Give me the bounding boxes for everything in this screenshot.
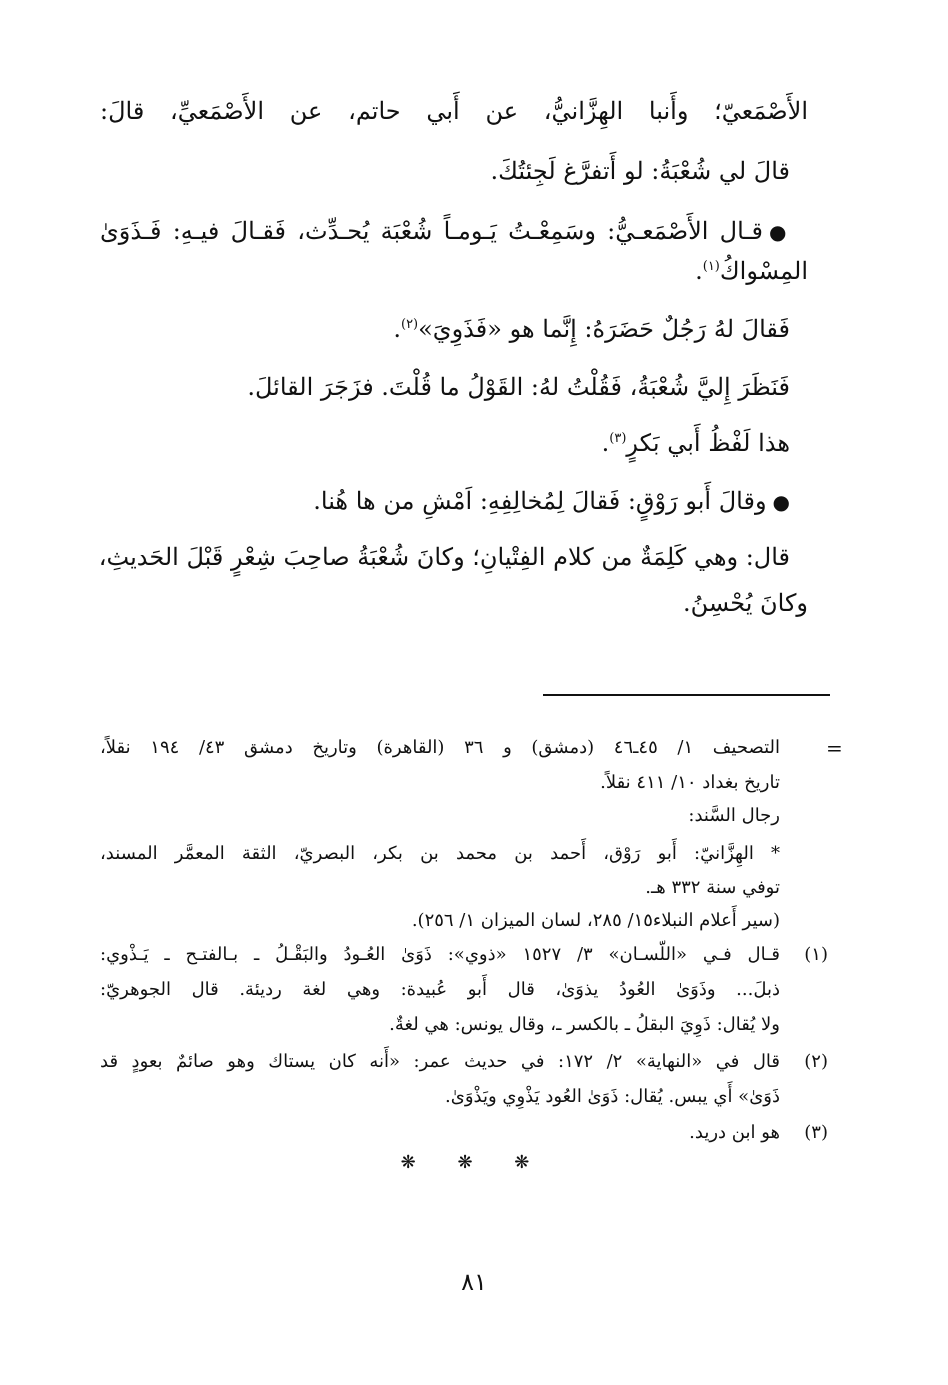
main-line-5-end: . xyxy=(393,315,401,343)
footnote-2-line-2: ذَوَىٰ» أَي يبس. يُقال: ذَوَىٰ العُود يَذْوِي ويَذْوَىٰ. xyxy=(445,1086,780,1107)
footnote-number-1: (١) xyxy=(804,944,828,965)
main-line-4-text: المِسْواكُ xyxy=(719,257,808,285)
footnote-2-line-1: قال في «النهاية» ٢/ ١٧٢: في حديث عمر: «أَنه كان يستاك وهو صائمٌ بعودٍ قد xyxy=(100,1051,780,1072)
footnote-ref-2: (٢) xyxy=(400,317,419,332)
main-line-5-text: فَقالَ لهُ رَجُلٌ حَضَرَهُ: إِنَّما هو «فَذَوِيَ» xyxy=(418,315,790,343)
section-end-ornament: ❋ ❋ ❋ xyxy=(400,1152,548,1173)
page-number: ٨١ xyxy=(461,1268,487,1296)
bullet-icon: ● xyxy=(768,220,791,244)
footnote-1-line-3: ولا يُقال: ذَوِيَ البقلُ ـ بالكسر ـ، وقال يونس: هي لغةٌ. xyxy=(389,1014,780,1035)
main-line-4-end: . xyxy=(695,257,703,285)
footnote-cont-line-6: (سير أَعلام النبلاء١٥/ ٢٨٥، لسان الميزان ١/ ٢٥٦). xyxy=(411,910,780,931)
footnote-1-line-1: قـال فـي «اللّسـان» ٣/ ١٥٢٧ «ذوي»: ذَوَىٰ العُـودُ والبَقْـلُ ـ بـالفتـح ـ يَـذْوي: xyxy=(100,944,780,965)
main-line-7-end: . xyxy=(601,429,610,457)
footnote-3-line-1: هو ابن دريد. xyxy=(689,1122,780,1143)
footnote-cont-line-4: * الهِزَّانيّ: أَبو رَوْق، أَحمد بن محمد بن بكر، البصريّ، الثقة المعمَّر المسند، xyxy=(100,843,780,864)
footnote-ref-3: (٣) xyxy=(609,431,627,446)
footnote-1-line-2: ذبلَ... وذَوَىٰ العُودُ يذوَىٰ، قال أَبو عُبيدة: وهي لغة رديئة. قال الجوهريّ: xyxy=(100,979,780,1000)
footnote-number-3: (٣) xyxy=(804,1122,828,1143)
main-line-2: قالَ لي شُعْبَةُ: لو أَتفرَّغ لَجِئتُكَ. xyxy=(490,157,790,185)
main-line-10: وكانَ يُحْسِنُ. xyxy=(682,589,808,617)
main-line-8-text: وقالَ أَبو رَوْقٍ: فَقالَ لِمُخالِفِهِ: اَمْشِ من ها هُنا. xyxy=(313,487,767,515)
main-line-3 xyxy=(100,214,790,249)
footnote-ref-1: (١) xyxy=(702,259,720,274)
bullet-icon: ● xyxy=(772,490,790,514)
footnote-cont-line-1: التصحيف ١/ ٤٥ـ٤٦ (دمشق) و ٣٦ (القاهرة) وتاريخ دمشق ٤٣/ ١٩٤ نقلاً، xyxy=(100,737,780,758)
main-line-9: قال: وهي كَلِمَةٌ من كلام الفِتْيانِ؛ وكانَ شُعْبَةُ صاحِبَ شِعْرٍ قَبْلَ الحَديثِ، xyxy=(98,543,790,571)
main-line-4 xyxy=(100,254,808,288)
footnote-cont-line-2: تاريخ بغداد ١٠/ ٤١١ نقلاً. xyxy=(600,772,780,793)
main-line-1: الأَصْمَعيّ؛ وأَنبا الهِزَّانيُّ، عن أَبي حاتم، عن الأَصْمَعيِّ، قالَ: xyxy=(100,97,808,125)
main-line-8 xyxy=(100,484,790,519)
footnote-cont-line-3: رجال السَّند: xyxy=(688,805,780,826)
continuation-mark: = xyxy=(826,736,843,760)
main-line-7 xyxy=(100,426,790,460)
main-line-7-text: هذا لَفْظُ أَبي بَكرٍ xyxy=(626,429,790,457)
main-line-3-text: قـال الأَصْمَعـيُّ: وسَمِعْـتُ يَـومـاً شُعْبَة يُحـدِّث، فَقـالَ فيـهِ: فَـذَوَىٰ xyxy=(100,217,763,245)
footnote-number-2: (٢) xyxy=(804,1051,828,1072)
footnote-separator-rule xyxy=(543,694,830,696)
main-line-5 xyxy=(100,312,790,346)
main-line-6: فَنَظَرَ إِليَّ شُعْبَةُ، فَقُلْتُ لهُ: القَوْلُ ما قُلْتَ. فزَجَرَ القائلَ. xyxy=(247,373,790,401)
footnote-cont-line-5: توفي سنة ٣٣٢ هـ. xyxy=(645,877,780,898)
